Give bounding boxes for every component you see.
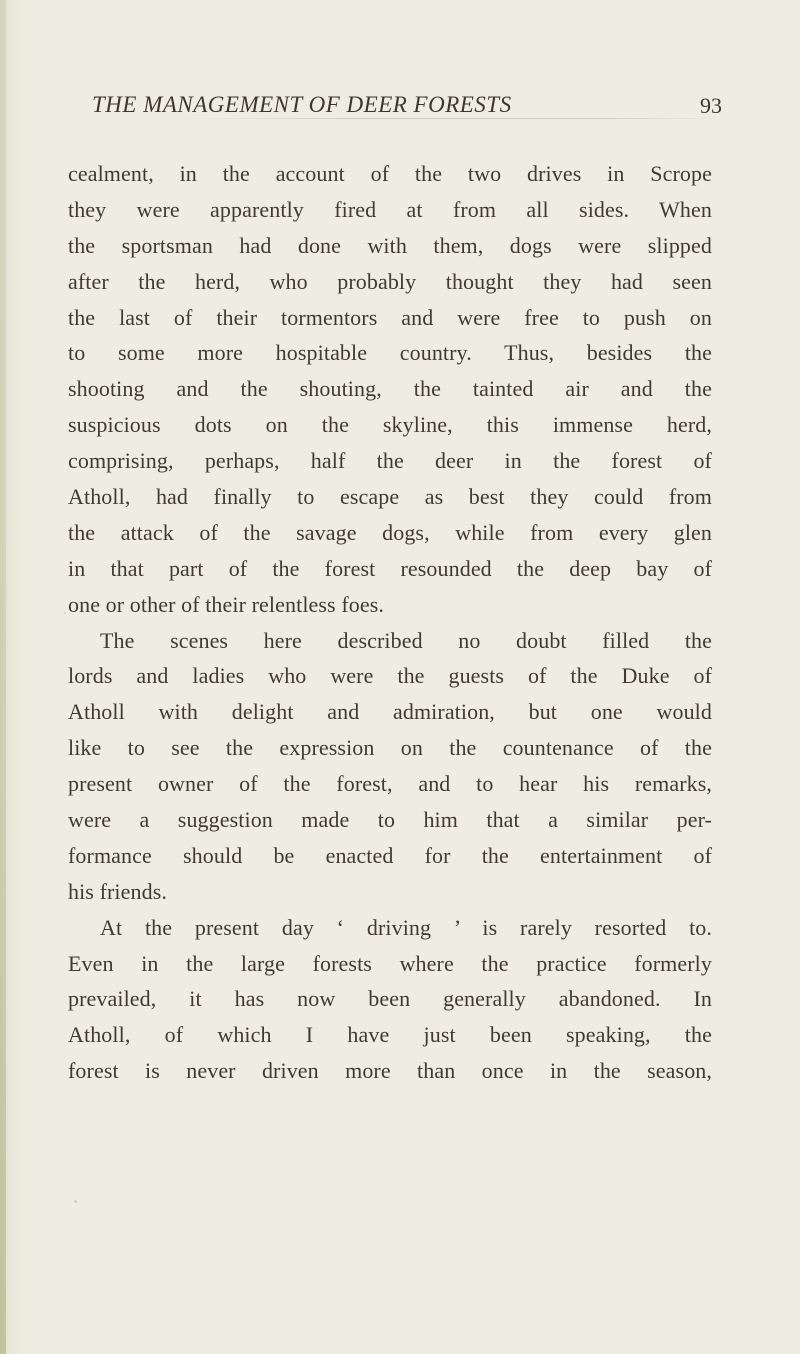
text-line: prevailed, it has now been generally abandoned. In [68, 986, 712, 1012]
text-line: after the herd, who probably thought they had seen [68, 268, 712, 294]
text-line: present owner of the forest, and to hear his remarks, [68, 771, 712, 797]
text-line: to some more hospitable country. Thus, besides the [68, 340, 712, 366]
page-number: 93 [700, 93, 722, 118]
running-head [92, 92, 730, 132]
text-line: forest is never driven more than once in the season, [68, 1058, 712, 1084]
paper-speck [64, 612, 66, 614]
text-line: formance should be enacted for the entertainment of [68, 842, 712, 868]
text-line: in that part of the forest resounded the deep bay of [68, 555, 712, 581]
text-line: were a suggestion made to him that a similar per- [68, 807, 712, 833]
text-line: the attack of the savage dogs, while from every glen [68, 519, 712, 545]
text-line: the last of their tormentors and were free to push on [68, 304, 712, 330]
paper-speck [74, 1200, 77, 1203]
text-line: At the present day ‘ driving ’ is rarely resorted to. [100, 914, 712, 940]
text-line: cealment, in the account of the two drives in Scrope [68, 161, 712, 186]
text-line: Atholl, of which I have just been speaking, the [68, 1022, 712, 1048]
text-line: one or other of their relentless foes. [68, 591, 384, 617]
text-line: lords and ladies who were the guests of the Duke of [68, 663, 712, 689]
text-line: they were apparently fired at from all sides. When [68, 196, 712, 222]
text-line: the sportsman had done with them, dogs were slipped [68, 232, 712, 258]
text-line: Atholl, had finally to escape as best they could from [68, 484, 712, 510]
text-line: The scenes here described no doubt filled the [100, 627, 712, 653]
text-line: Atholl with delight and admiration, but one would [68, 699, 712, 725]
text-line: comprising, perhaps, half the deer in the forest of [68, 448, 712, 474]
text-line: Even in the large forests where the practice formerly [68, 950, 712, 976]
header-rule [170, 118, 730, 119]
binding-edge [0, 0, 6, 1354]
text-line: his friends. [68, 878, 167, 904]
text-line: like to see the expression on the countenance of the [68, 735, 712, 761]
running-title: THE MANAGEMENT OF DEER FORESTS [92, 92, 512, 117]
body-text [68, 156, 712, 1089]
text-line: suspicious dots on the skyline, this immense herd, [68, 412, 712, 438]
text-line: shooting and the shouting, the tainted air and the [68, 376, 712, 402]
